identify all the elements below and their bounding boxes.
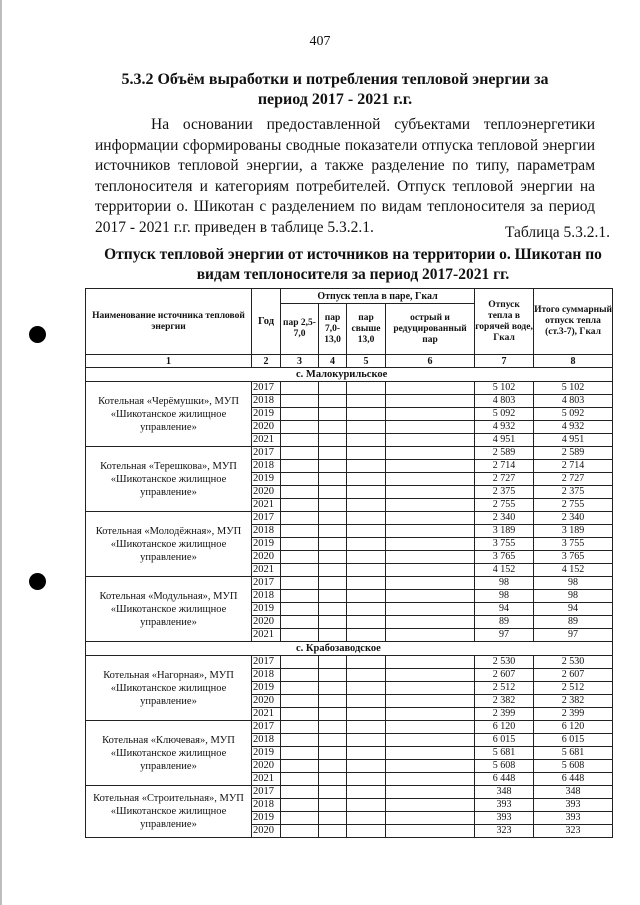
header-total: Итого суммарный отпуск тепла (ст.3-7), Гкал	[534, 289, 613, 355]
value-cell-c6	[386, 499, 475, 512]
value-cell-c6	[386, 682, 475, 695]
value-cell-c5	[347, 747, 386, 760]
value-cell-c4	[319, 382, 347, 395]
year-cell: 2017	[252, 382, 281, 395]
value-cell-c7: 348	[475, 786, 534, 799]
table-caption: Таблица 5.3.2.1.	[504, 224, 610, 241]
body-paragraph: На основании предоставленной субъектами теплоэнергетики информации сформированы сводные показатели отпуска тепловой энергии источников тепловой энергии, а также разделение по типу, параметрам теплоносителя и категориям потребителей. Отпуск тепловой энергии на территории о. Шикотан с разделением по видам теплоносителя за период 2017 - 2021 г.г. приведен в таблице 5.3.2.1.	[95, 116, 595, 236]
value-cell-c6	[386, 551, 475, 564]
page-number: 407	[309, 34, 331, 49]
value-cell-c7: 5 102	[475, 382, 534, 395]
value-cell-c7: 2 340	[475, 512, 534, 525]
value-cell-c6	[386, 447, 475, 460]
value-cell-c5	[347, 486, 386, 499]
value-cell-c8: 5 681	[534, 747, 613, 760]
value-cell-c3	[281, 603, 319, 616]
column-number-row	[86, 355, 613, 368]
year-cell: 2020	[252, 551, 281, 564]
value-cell-c5	[347, 721, 386, 734]
year-cell: 2021	[252, 708, 281, 721]
value-cell-c4	[319, 408, 347, 421]
value-cell-c6	[386, 486, 475, 499]
value-cell-c4	[319, 669, 347, 682]
value-cell-c7: 2 727	[475, 473, 534, 486]
value-cell-c7: 5 092	[475, 408, 534, 421]
value-cell-c5	[347, 682, 386, 695]
value-cell-c3	[281, 447, 319, 460]
value-cell-c4	[319, 421, 347, 434]
value-cell-c5	[347, 512, 386, 525]
value-cell-c3	[281, 512, 319, 525]
value-cell-c5	[347, 669, 386, 682]
value-cell-c8: 5 092	[534, 408, 613, 421]
value-cell-c5	[347, 799, 386, 812]
year-cell: 2017	[252, 656, 281, 669]
value-cell-c8: 6 015	[534, 734, 613, 747]
value-cell-c8: 2 375	[534, 486, 613, 499]
value-cell-c5	[347, 825, 386, 838]
value-cell-c6	[386, 669, 475, 682]
value-cell-c8: 4 951	[534, 434, 613, 447]
value-cell-c6	[386, 512, 475, 525]
value-cell-c8: 6 448	[534, 773, 613, 786]
value-cell-c5	[347, 473, 386, 486]
value-cell-c5	[347, 538, 386, 551]
value-cell-c7: 2 375	[475, 486, 534, 499]
year-cell: 2018	[252, 799, 281, 812]
value-cell-c4	[319, 812, 347, 825]
section-title: 5.3.2 Объём выработки и потребления тепловой энергии за период 2017 - 2021 г.г.	[121, 71, 549, 108]
value-cell-c7: 5 681	[475, 747, 534, 760]
value-cell-c8: 323	[534, 825, 613, 838]
value-cell-c4	[319, 695, 347, 708]
year-cell: 2020	[252, 616, 281, 629]
value-cell-c6	[386, 656, 475, 669]
value-cell-c6	[386, 590, 475, 603]
value-cell-c6	[386, 538, 475, 551]
table-title: Отпуск тепловой энергии от источников на территории о. Шикотан по видам теплоносителя за период 2017-2021 гг.	[104, 246, 602, 283]
value-cell-c6	[386, 577, 475, 590]
value-cell-c7: 89	[475, 616, 534, 629]
value-cell-c7: 6 448	[475, 773, 534, 786]
value-cell-c4	[319, 747, 347, 760]
value-cell-c3	[281, 799, 319, 812]
value-cell-c4	[319, 616, 347, 629]
value-cell-c5	[347, 525, 386, 538]
value-cell-c7: 393	[475, 812, 534, 825]
value-cell-c3	[281, 656, 319, 669]
value-cell-c5	[347, 395, 386, 408]
year-cell: 2021	[252, 564, 281, 577]
value-cell-c4	[319, 486, 347, 499]
value-cell-c4	[319, 460, 347, 473]
value-cell-c3	[281, 682, 319, 695]
value-cell-c5	[347, 760, 386, 773]
section-title: с. Крабозаводское	[86, 642, 613, 656]
value-cell-c6	[386, 812, 475, 825]
value-cell-c4	[319, 629, 347, 642]
value-cell-c7: 393	[475, 799, 534, 812]
table-row	[86, 577, 613, 590]
value-cell-c7: 323	[475, 825, 534, 838]
value-cell-c8: 4 152	[534, 564, 613, 577]
value-cell-c6	[386, 408, 475, 421]
value-cell-c5	[347, 434, 386, 447]
value-cell-c3	[281, 486, 319, 499]
value-cell-c8: 3 765	[534, 551, 613, 564]
column-number: 5	[347, 355, 386, 368]
value-cell-c3	[281, 812, 319, 825]
value-cell-c6	[386, 825, 475, 838]
value-cell-c4	[319, 512, 347, 525]
year-cell: 2020	[252, 486, 281, 499]
value-cell-c8: 89	[534, 616, 613, 629]
year-cell: 2017	[252, 786, 281, 799]
value-cell-c6	[386, 434, 475, 447]
heat-release-table	[85, 288, 613, 838]
year-cell: 2017	[252, 512, 281, 525]
value-cell-c6	[386, 786, 475, 799]
value-cell-c6	[386, 734, 475, 747]
value-cell-c4	[319, 682, 347, 695]
value-cell-c3	[281, 551, 319, 564]
value-cell-c3	[281, 434, 319, 447]
year-cell: 2020	[252, 760, 281, 773]
value-cell-c5	[347, 590, 386, 603]
header-steam-2-5-7: пар 2,5-7,0	[281, 304, 319, 355]
value-cell-c3	[281, 408, 319, 421]
value-cell-c3	[281, 382, 319, 395]
section-title: с. Малокурильское	[86, 368, 613, 382]
value-cell-c5	[347, 656, 386, 669]
value-cell-c5	[347, 447, 386, 460]
value-cell-c5	[347, 408, 386, 421]
year-cell: 2017	[252, 447, 281, 460]
value-cell-c7: 94	[475, 603, 534, 616]
value-cell-c6	[386, 473, 475, 486]
value-cell-c6	[386, 382, 475, 395]
value-cell-c4	[319, 760, 347, 773]
value-cell-c8: 2 589	[534, 447, 613, 460]
source-name: Котельная «Строительная», МУП «Шикотанское жилищное управление»	[86, 786, 252, 838]
source-name: Котельная «Модульная», МУП «Шикотанское жилищное управление»	[86, 577, 252, 642]
table-row	[86, 656, 613, 669]
value-cell-c4	[319, 551, 347, 564]
value-cell-c5	[347, 603, 386, 616]
value-cell-c3	[281, 747, 319, 760]
value-cell-c3	[281, 786, 319, 799]
value-cell-c5	[347, 629, 386, 642]
value-cell-c3	[281, 629, 319, 642]
value-cell-c7: 4 152	[475, 564, 534, 577]
year-cell: 2019	[252, 682, 281, 695]
value-cell-c7: 2 530	[475, 656, 534, 669]
value-cell-c6	[386, 760, 475, 773]
value-cell-c8: 5 102	[534, 382, 613, 395]
value-cell-c5	[347, 708, 386, 721]
value-cell-c7: 4 803	[475, 395, 534, 408]
year-cell: 2017	[252, 721, 281, 734]
value-cell-c5	[347, 460, 386, 473]
header-steam-sharp: острый и редуцированный пар	[386, 304, 475, 355]
value-cell-c8: 94	[534, 603, 613, 616]
value-cell-c5	[347, 577, 386, 590]
table-row	[86, 447, 613, 460]
value-cell-c6	[386, 525, 475, 538]
year-cell: 2019	[252, 603, 281, 616]
column-number: 7	[475, 355, 534, 368]
year-cell: 2018	[252, 734, 281, 747]
value-cell-c7: 98	[475, 577, 534, 590]
value-cell-c7: 2 714	[475, 460, 534, 473]
year-cell: 2021	[252, 499, 281, 512]
value-cell-c8: 2 714	[534, 460, 613, 473]
year-cell: 2018	[252, 460, 281, 473]
value-cell-c8: 6 120	[534, 721, 613, 734]
header-hot-water: Отпуск тепла в горячей воде, Гкал	[475, 289, 534, 355]
value-cell-c8: 3 189	[534, 525, 613, 538]
value-cell-c3	[281, 721, 319, 734]
value-cell-c4	[319, 434, 347, 447]
value-cell-c8: 2 727	[534, 473, 613, 486]
value-cell-c4	[319, 538, 347, 551]
value-cell-c4	[319, 656, 347, 669]
column-number: 3	[281, 355, 319, 368]
source-name: Котельная «Черёмушки», МУП «Шикотанское жилищное управление»	[86, 382, 252, 447]
column-number: 2	[252, 355, 281, 368]
value-cell-c8: 393	[534, 812, 613, 825]
year-cell: 2018	[252, 669, 281, 682]
value-cell-c5	[347, 695, 386, 708]
year-cell: 2018	[252, 395, 281, 408]
value-cell-c6	[386, 799, 475, 812]
value-cell-c7: 6 015	[475, 734, 534, 747]
value-cell-c8: 3 755	[534, 538, 613, 551]
value-cell-c7: 6 120	[475, 721, 534, 734]
column-number: 1	[86, 355, 252, 368]
value-cell-c8: 2 512	[534, 682, 613, 695]
value-cell-c3	[281, 564, 319, 577]
table-row	[86, 382, 613, 395]
value-cell-c8: 2 755	[534, 499, 613, 512]
value-cell-c3	[281, 421, 319, 434]
value-cell-c3	[281, 825, 319, 838]
value-cell-c7: 4 951	[475, 434, 534, 447]
value-cell-c7: 4 932	[475, 421, 534, 434]
value-cell-c6	[386, 629, 475, 642]
scan-left-edge	[0, 0, 2, 905]
punch-hole-mark	[29, 573, 46, 590]
year-cell: 2018	[252, 525, 281, 538]
value-cell-c8: 98	[534, 590, 613, 603]
value-cell-c5	[347, 773, 386, 786]
value-cell-c3	[281, 395, 319, 408]
value-cell-c3	[281, 760, 319, 773]
value-cell-c4	[319, 825, 347, 838]
value-cell-c3	[281, 616, 319, 629]
value-cell-c3	[281, 460, 319, 473]
value-cell-c4	[319, 525, 347, 538]
section-row	[86, 368, 613, 382]
value-cell-c3	[281, 708, 319, 721]
value-cell-c6	[386, 616, 475, 629]
value-cell-c3	[281, 525, 319, 538]
value-cell-c4	[319, 395, 347, 408]
table-body	[86, 368, 613, 838]
value-cell-c8: 5 608	[534, 760, 613, 773]
table-row	[86, 721, 613, 734]
column-number: 8	[534, 355, 613, 368]
value-cell-c6	[386, 721, 475, 734]
value-cell-c7: 3 755	[475, 538, 534, 551]
table-row	[86, 786, 613, 799]
value-cell-c7: 98	[475, 590, 534, 603]
value-cell-c8: 4 803	[534, 395, 613, 408]
value-cell-c7: 2 512	[475, 682, 534, 695]
year-cell: 2019	[252, 408, 281, 421]
value-cell-c3	[281, 734, 319, 747]
year-cell: 2017	[252, 577, 281, 590]
value-cell-c8: 4 932	[534, 421, 613, 434]
value-cell-c4	[319, 734, 347, 747]
value-cell-c5	[347, 421, 386, 434]
value-cell-c8: 393	[534, 799, 613, 812]
value-cell-c7: 2 755	[475, 499, 534, 512]
value-cell-c6	[386, 564, 475, 577]
value-cell-c4	[319, 564, 347, 577]
header-steam-group: Отпуск тепла в паре, Гкал	[281, 289, 475, 304]
value-cell-c8: 2 399	[534, 708, 613, 721]
year-cell: 2019	[252, 747, 281, 760]
year-cell: 2018	[252, 590, 281, 603]
source-name: Котельная «Молодёжная», МУП «Шикотанское жилищное управление»	[86, 512, 252, 577]
value-cell-c5	[347, 812, 386, 825]
column-number: 6	[386, 355, 475, 368]
value-cell-c3	[281, 577, 319, 590]
value-cell-c6	[386, 773, 475, 786]
value-cell-c5	[347, 786, 386, 799]
value-cell-c8: 2 340	[534, 512, 613, 525]
value-cell-c4	[319, 590, 347, 603]
value-cell-c8: 98	[534, 577, 613, 590]
value-cell-c4	[319, 473, 347, 486]
value-cell-c7: 97	[475, 629, 534, 642]
value-cell-c7: 3 765	[475, 551, 534, 564]
value-cell-c4	[319, 799, 347, 812]
value-cell-c3	[281, 499, 319, 512]
source-name: Котельная «Ключевая», МУП «Шикотанское жилищное управление»	[86, 721, 252, 786]
value-cell-c4	[319, 603, 347, 616]
table-row	[86, 512, 613, 525]
value-cell-c6	[386, 395, 475, 408]
value-cell-c7: 2 382	[475, 695, 534, 708]
value-cell-c5	[347, 616, 386, 629]
value-cell-c6	[386, 460, 475, 473]
year-cell: 2020	[252, 695, 281, 708]
value-cell-c5	[347, 382, 386, 395]
value-cell-c5	[347, 499, 386, 512]
year-cell: 2021	[252, 773, 281, 786]
value-cell-c3	[281, 773, 319, 786]
header-year: Год	[252, 289, 281, 355]
value-cell-c8: 2 382	[534, 695, 613, 708]
value-cell-c4	[319, 499, 347, 512]
value-cell-c4	[319, 577, 347, 590]
year-cell: 2019	[252, 473, 281, 486]
value-cell-c8: 97	[534, 629, 613, 642]
value-cell-c6	[386, 695, 475, 708]
value-cell-c6	[386, 747, 475, 760]
value-cell-c6	[386, 421, 475, 434]
value-cell-c6	[386, 708, 475, 721]
value-cell-c3	[281, 669, 319, 682]
value-cell-c4	[319, 721, 347, 734]
value-cell-c3	[281, 538, 319, 551]
header-steam-7-13: пар 7,0-13,0	[319, 304, 347, 355]
year-cell: 2019	[252, 812, 281, 825]
value-cell-c5	[347, 734, 386, 747]
value-cell-c8: 348	[534, 786, 613, 799]
year-cell: 2021	[252, 629, 281, 642]
value-cell-c5	[347, 551, 386, 564]
source-name: Котельная «Терешкова», МУП «Шикотанское жилищное управление»	[86, 447, 252, 512]
value-cell-c4	[319, 786, 347, 799]
value-cell-c3	[281, 590, 319, 603]
value-cell-c7: 3 189	[475, 525, 534, 538]
punch-hole-mark	[29, 326, 46, 343]
column-number: 4	[319, 355, 347, 368]
value-cell-c8: 2 530	[534, 656, 613, 669]
value-cell-c4	[319, 773, 347, 786]
value-cell-c7: 2 399	[475, 708, 534, 721]
year-cell: 2020	[252, 421, 281, 434]
header-steam-13: пар свыше 13,0	[347, 304, 386, 355]
value-cell-c3	[281, 695, 319, 708]
value-cell-c7: 5 608	[475, 760, 534, 773]
value-cell-c7: 2 607	[475, 669, 534, 682]
year-cell: 2020	[252, 825, 281, 838]
year-cell: 2021	[252, 434, 281, 447]
value-cell-c8: 2 607	[534, 669, 613, 682]
value-cell-c5	[347, 564, 386, 577]
value-cell-c6	[386, 603, 475, 616]
value-cell-c4	[319, 447, 347, 460]
year-cell: 2019	[252, 538, 281, 551]
section-row	[86, 642, 613, 656]
value-cell-c7: 2 589	[475, 447, 534, 460]
header-source-name: Наименование источника тепловой энергии	[86, 289, 252, 355]
value-cell-c4	[319, 708, 347, 721]
value-cell-c3	[281, 473, 319, 486]
source-name: Котельная «Нагорная», МУП «Шикотанское жилищное управление»	[86, 656, 252, 721]
